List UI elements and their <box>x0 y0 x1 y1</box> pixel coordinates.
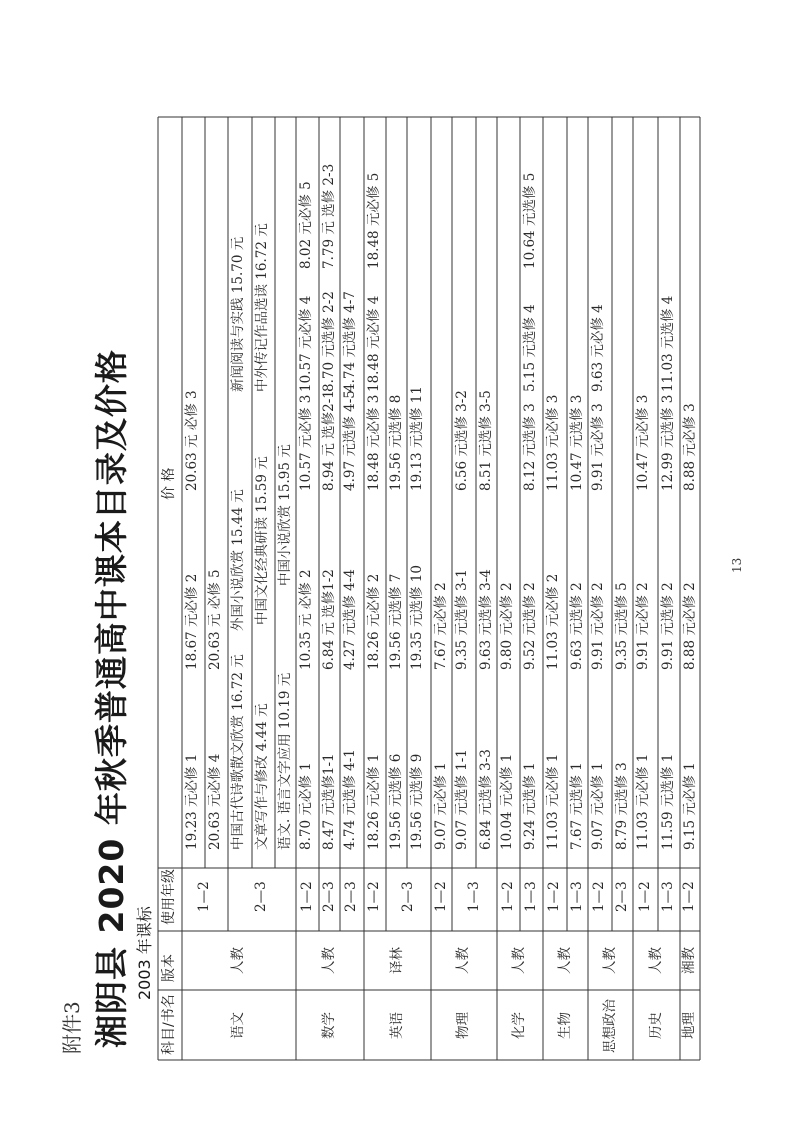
price-item: 中国古代诗歌散文欣赏 16.72 元 <box>230 654 246 850</box>
price-item: 11.59 元选修 1 <box>660 753 676 850</box>
price-item: 8.94 元 选修2-1 <box>321 390 337 491</box>
price-item: 8.70 元必修 1 <box>298 762 314 850</box>
price-item: 中国文化经典研读 15.59 元 <box>254 456 270 625</box>
price-item: 8.70 元选修 2-2 <box>321 291 337 392</box>
price-item: 10.57 元必修 3 <box>298 394 314 491</box>
price-item: 19.23 元必修 1 <box>184 753 200 850</box>
header-edition: 版本 <box>161 954 177 982</box>
price-item: 10.57 元必修 4 <box>298 295 314 392</box>
price-item: 8.02 元必修 5 <box>298 181 314 269</box>
grade-cell: 1—2 <box>366 881 382 912</box>
price-item: 20.63 元必修 4 <box>207 753 223 850</box>
price-item: 新闻阅读与实践 15.70 元 <box>230 236 246 392</box>
price-item: 10.64 元选修 5 <box>522 172 538 269</box>
attachment-label: 附件3 <box>60 1001 84 1054</box>
price-item: 9.07 元选修 1-1 <box>454 749 470 850</box>
grade-cell: 1—2 <box>196 881 212 912</box>
price-item: 11.03 元选修 4 <box>660 295 676 392</box>
edition-cell: 人教 <box>455 947 471 974</box>
subject-cell: 地理 <box>681 1012 697 1039</box>
header-grade: 使用年级 <box>161 869 177 925</box>
grade-cell: 1—3 <box>465 881 482 912</box>
grade-cell: 1—2 <box>546 881 562 912</box>
price-item: 19.56 元选修 7 <box>388 573 404 670</box>
price-item: 8.47 元选修1-1 <box>321 753 337 850</box>
price-item: 19.56 元选修 8 <box>388 394 404 491</box>
grade-cell: 2—3 <box>253 881 269 912</box>
price-item: 19.13 元选修 11 <box>409 386 425 491</box>
grade-cell: 2—3 <box>613 881 630 912</box>
price-item: 10.47 元选修 3 <box>569 394 585 491</box>
price-item: 9.07 元必修 1 <box>433 762 449 850</box>
table-subtitle: 2003 年课标 <box>135 906 154 1000</box>
page-number: 13 <box>730 557 744 573</box>
price-item: 4.27 元选修 4-4 <box>342 569 358 670</box>
price-item: 20.63 元 必修 3 <box>184 390 200 491</box>
edition-cell: 人教 <box>601 947 618 974</box>
price-item: 11.03 元必修 1 <box>635 753 651 850</box>
edition-cell: 译林 <box>388 947 405 974</box>
price-item: 9.24 元选修 1 <box>522 762 538 850</box>
price-item: 4.74 元选修 4-7 <box>342 291 358 392</box>
price-item: 18.48 元必修 3 <box>366 394 382 491</box>
grade-cell: 2—3 <box>343 881 359 912</box>
price-item: 9.63 元必修 4 <box>590 304 606 392</box>
grade-cell: 2—3 <box>320 881 337 912</box>
price-item: 8.12 元选修 3 <box>522 403 538 491</box>
grade-cell: 1—2 <box>432 881 449 912</box>
price-item: 9.63 元选修 2 <box>569 582 585 670</box>
price-item: 7.67 元选修 1 <box>569 762 585 850</box>
price-item: 11.03 元必修 3 <box>545 394 561 491</box>
subject-cell: 英语 <box>388 1012 405 1039</box>
price-item: 5.15 元选修 4 <box>522 304 538 392</box>
edition-cell: 湘教 <box>681 947 697 974</box>
price-item: 9.35 元选修 3-1 <box>454 569 470 670</box>
price-item: 11.03 元必修 1 <box>545 753 561 850</box>
price-item: 4.97 元选修 4-5 <box>342 390 358 491</box>
price-item: 8.88 元必修 2 <box>682 582 698 670</box>
price-item: 19.56 元选修 6 <box>388 753 404 850</box>
grade-cell: 1—2 <box>591 881 607 912</box>
price-item: 文章写作与修改 4.44 元 <box>254 703 270 850</box>
subject-cell: 生物 <box>556 1012 573 1039</box>
subject-cell: 历史 <box>647 1012 664 1039</box>
price-item: 9.80 元必修 2 <box>499 582 515 670</box>
grade-cell: 1—3 <box>568 881 585 912</box>
price-item: 18.48 元必修 4 <box>366 295 382 392</box>
price-item: 7.67 元必修 2 <box>433 582 449 670</box>
price-item: 外国小说欣赏 15.44 元 <box>230 489 246 631</box>
grade-cell: 1—3 <box>522 881 539 912</box>
edition-cell: 人教 <box>230 947 246 974</box>
price-item: 9.91 元必修 2 <box>635 582 651 670</box>
price-item: 9.15 元必修 1 <box>682 762 698 850</box>
price-item: 10.04 元必修 1 <box>499 753 515 850</box>
subject-cell: 物理 <box>455 1012 471 1039</box>
price-item: 8.51 元选修 3-5 <box>478 390 494 491</box>
price-item: 9.91 元必修 2 <box>590 582 606 670</box>
price-item: 8.88 元必修 3 <box>682 403 698 491</box>
subject-cell: 数学 <box>321 1012 337 1039</box>
price-item: 6.56 元选修 3-2 <box>454 390 470 491</box>
grade-cell: 2—3 <box>399 881 416 912</box>
price-item: 6.84 元 选修1-2 <box>321 569 337 670</box>
price-item: 19.35 元选修 10 <box>409 565 425 670</box>
price-item: 9.35 元选修 5 <box>614 582 630 670</box>
price-item: 10.35 元 必修 2 <box>298 569 314 670</box>
edition-cell: 人教 <box>556 947 573 974</box>
subject-cell: 语文 <box>230 1012 246 1039</box>
price-item: 18.67 元必修 2 <box>184 573 200 670</box>
price-item: 18.48 元必修 5 <box>366 172 382 269</box>
edition-cell: 人教 <box>321 947 337 974</box>
price-item: 8.79 元选修 3 <box>614 762 630 850</box>
price-item: 6.84 元选修 3-3 <box>478 749 494 850</box>
price-item: 20.63 元 必修 5 <box>207 569 223 670</box>
header-price: 价 格 <box>161 467 177 500</box>
price-item: 中外传记作品选读 16.72 元 <box>254 223 270 392</box>
price-item: 中国小说欣赏 15.95 元 <box>277 444 293 586</box>
price-item: 18.26 元必修 2 <box>366 573 382 670</box>
price-item: 10.47 元必修 3 <box>635 394 651 491</box>
grade-cell: 1—2 <box>298 881 315 912</box>
grade-cell: 1—2 <box>636 881 653 912</box>
price-item: 18.26 元必修 1 <box>366 753 382 850</box>
price-item: 7.79 元 选修 2-3 <box>321 163 337 269</box>
edition-cell: 人教 <box>511 947 527 974</box>
grade-cell: 1—2 <box>681 881 697 912</box>
page-title: 湘阴县 2020 年秋季普通高中课本目录及价格 <box>92 349 131 1048</box>
price-item: 9.63 元选修 3-4 <box>478 569 494 670</box>
grade-cell: 1—2 <box>499 881 516 912</box>
grade-cell: 1—3 <box>660 881 676 912</box>
subject-cell: 化学 <box>511 1012 527 1039</box>
price-item: 9.91 元必修 3 <box>590 403 606 491</box>
price-item: 4.74 元选修 4-1 <box>342 749 358 850</box>
price-item: 9.52 元选修 2 <box>522 582 538 670</box>
price-item: 19.56 元选修 9 <box>409 753 425 850</box>
price-item: 语文. 语言文字应用 10.19 元 <box>277 672 293 850</box>
price-item: 11.03 元必修 2 <box>545 573 561 670</box>
price-item: 9.07 元必修 1 <box>590 762 606 850</box>
header-subject: 科目/书名 <box>161 994 177 1055</box>
subject-cell: 思想政治 <box>601 999 618 1053</box>
price-item: 12.99 元选修 3 <box>660 394 676 491</box>
price-item: 9.91 元选修 2 <box>660 582 676 670</box>
edition-cell: 人教 <box>647 947 664 974</box>
